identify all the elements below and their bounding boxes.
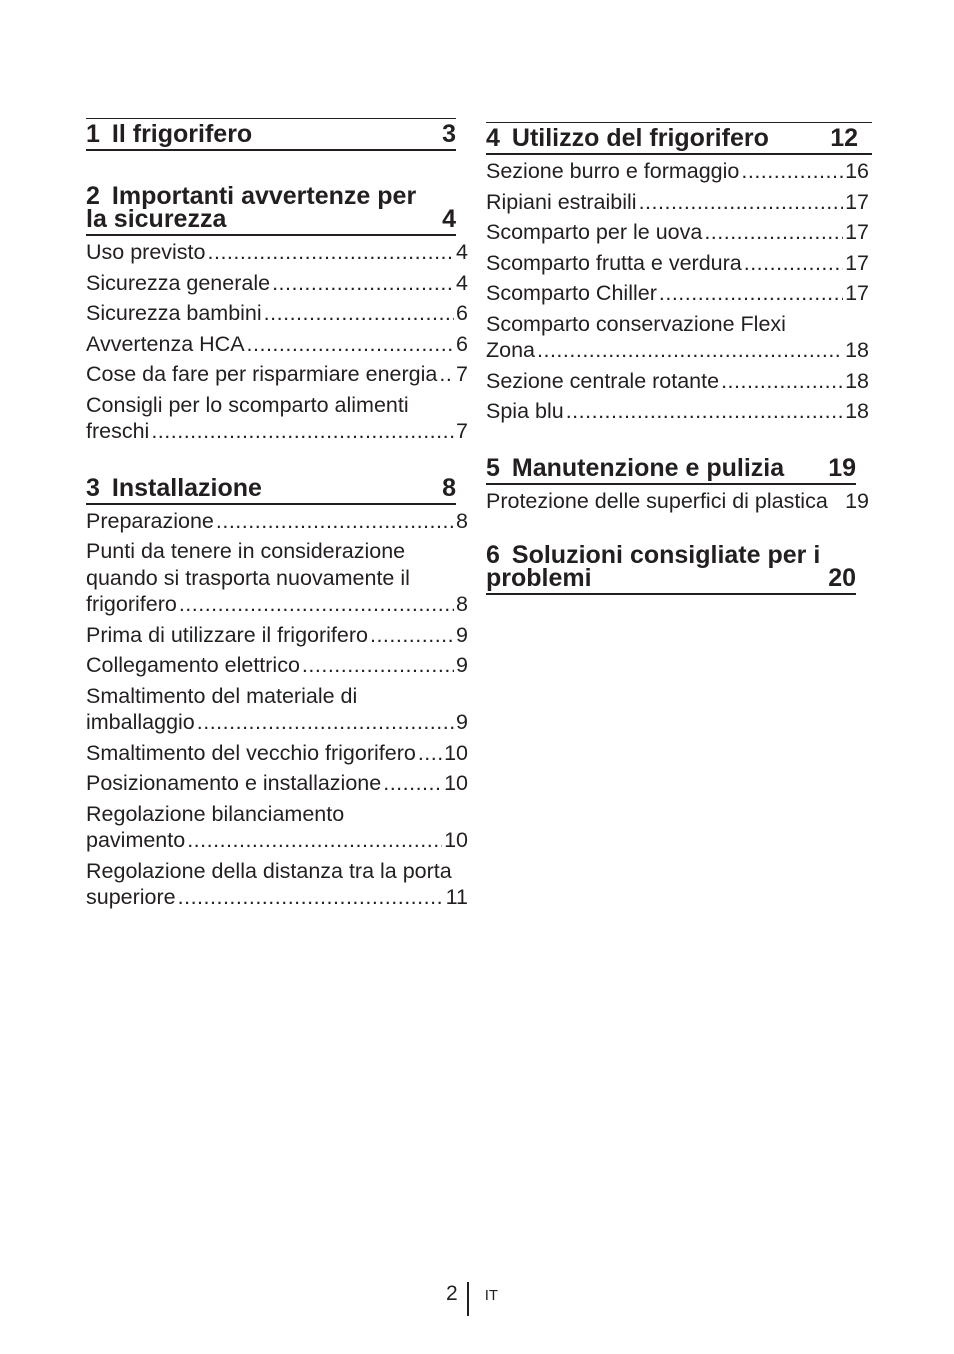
section-page: 8 bbox=[442, 473, 456, 502]
toc-entry[interactable] bbox=[86, 239, 468, 266]
entry-page: 6 bbox=[456, 331, 468, 356]
toc-entry[interactable] bbox=[86, 508, 468, 535]
section-heading[interactable] bbox=[486, 122, 872, 155]
entry-page: 10 bbox=[444, 828, 468, 852]
toc-entry[interactable] bbox=[86, 270, 468, 297]
entry-page: 9 bbox=[456, 653, 468, 677]
toc-section-4 bbox=[486, 122, 869, 425]
language-code: IT bbox=[484, 1287, 499, 1304]
entry-label: freschi bbox=[86, 419, 150, 443]
entry-page: 8 bbox=[456, 508, 468, 533]
entry-page: 17 bbox=[845, 220, 869, 244]
entry-page: 9 bbox=[456, 710, 468, 734]
entry-label-line1: Scomparto conservazione Flexi bbox=[486, 311, 786, 336]
entry-label: Scomparto frutta e verdura bbox=[486, 250, 742, 275]
toc-entry[interactable] bbox=[486, 398, 869, 425]
section-heading[interactable] bbox=[486, 453, 856, 485]
entry-label: Spia blu bbox=[486, 399, 564, 423]
page-footer bbox=[446, 1282, 498, 1316]
entry-page: 7 bbox=[456, 419, 468, 443]
entry-page: 4 bbox=[456, 270, 468, 295]
toc-entry[interactable] bbox=[86, 740, 468, 767]
section-number: 3 bbox=[86, 473, 100, 502]
section-title-line2: problemi bbox=[486, 564, 592, 592]
toc-entry[interactable] bbox=[86, 801, 468, 854]
section-heading[interactable] bbox=[86, 118, 456, 151]
toc-section-1 bbox=[86, 118, 468, 151]
toc-entry-list bbox=[486, 158, 869, 425]
toc-entry[interactable] bbox=[486, 158, 869, 185]
entry-label: Avvertenza HCA bbox=[86, 331, 245, 356]
entry-label: Uso previsto bbox=[86, 240, 206, 264]
entry-label: Cose da fare per risparmiare energia bbox=[86, 362, 438, 386]
entry-label: frigorifero bbox=[86, 592, 177, 616]
entry-label: Smaltimento del vecchio frigorifero bbox=[86, 740, 416, 765]
toc-entry[interactable] bbox=[86, 300, 468, 327]
toc-entry[interactable] bbox=[486, 488, 869, 515]
section-title: Il frigorifero bbox=[111, 120, 253, 148]
toc-entry[interactable] bbox=[86, 858, 468, 911]
footer-divider bbox=[467, 1282, 469, 1316]
section-title: Importanti avvertenze per bbox=[111, 182, 417, 210]
section-number: 6 bbox=[486, 541, 500, 569]
toc-entry[interactable] bbox=[486, 250, 869, 277]
toc-entry[interactable] bbox=[86, 538, 468, 618]
entry-label-line1: Consigli per lo scomparto alimenti bbox=[86, 392, 409, 417]
section-title: Soluzioni consigliate per i bbox=[511, 541, 821, 569]
toc-entry-list bbox=[486, 488, 869, 515]
entry-label: pavimento bbox=[86, 828, 186, 852]
entry-label: Sicurezza bambini bbox=[86, 301, 262, 325]
toc-section-5 bbox=[486, 453, 869, 515]
toc-right-column bbox=[486, 122, 869, 617]
section-number: 5 bbox=[486, 453, 500, 482]
section-title: Installazione bbox=[111, 473, 262, 502]
toc-entry[interactable] bbox=[86, 331, 468, 358]
entry-label-line2: quando si trasporta nuovamente il bbox=[86, 565, 410, 590]
toc-entry[interactable] bbox=[486, 368, 869, 395]
entry-label-line1: Punti da tenere in considerazione bbox=[86, 539, 406, 563]
entry-label: superiore bbox=[86, 885, 176, 909]
entry-label: Zona bbox=[486, 338, 536, 362]
entry-label: Protezione delle superfici di plastica bbox=[486, 488, 828, 513]
section-number: 1 bbox=[86, 120, 100, 148]
entry-page: 18 bbox=[845, 399, 869, 423]
entry-label: Collegamento elettrico bbox=[86, 653, 300, 677]
entry-label-line1: Regolazione della distanza tra la porta bbox=[86, 858, 452, 883]
section-title: Utilizzo del frigorifero bbox=[511, 124, 769, 152]
section-page: 4 bbox=[442, 205, 456, 233]
toc-entry-list bbox=[86, 508, 468, 911]
toc-entry[interactable] bbox=[486, 311, 869, 364]
entry-page: 17 bbox=[845, 281, 869, 305]
toc-entry[interactable] bbox=[86, 683, 468, 736]
toc-entry[interactable] bbox=[486, 219, 869, 246]
toc-entry[interactable] bbox=[86, 622, 468, 649]
entry-label: Sezione centrale rotante bbox=[486, 368, 720, 393]
entry-label-line1: Smaltimento del materiale di bbox=[86, 683, 358, 708]
entry-page: 7 bbox=[456, 362, 468, 386]
entry-page: 11 bbox=[445, 885, 468, 909]
toc-entry[interactable] bbox=[86, 770, 468, 797]
page-number: 2 bbox=[446, 1282, 458, 1305]
entry-page: 6 bbox=[456, 301, 468, 325]
entry-page: 17 bbox=[845, 189, 869, 214]
section-title: Manutenzione e pulizia bbox=[511, 453, 785, 482]
entry-page: 9 bbox=[456, 622, 468, 647]
entry-label: Sicurezza generale bbox=[86, 270, 271, 295]
section-page: 19 bbox=[828, 453, 856, 482]
toc-left-column bbox=[86, 118, 468, 933]
section-heading[interactable] bbox=[86, 473, 456, 505]
toc-section-3 bbox=[86, 473, 468, 911]
entry-label: Prima di utilizzare il frigorifero bbox=[86, 622, 368, 647]
entry-page: 10 bbox=[444, 771, 468, 795]
entry-page: 16 bbox=[845, 159, 869, 183]
section-page: 20 bbox=[828, 564, 856, 592]
section-number: 4 bbox=[486, 124, 500, 152]
entry-label: Ripiani estraibili bbox=[486, 189, 637, 214]
entry-page: 8 bbox=[456, 592, 468, 616]
section-page: 12 bbox=[830, 124, 858, 152]
section-heading[interactable] bbox=[86, 181, 456, 236]
entry-label: Sezione burro e formaggio bbox=[486, 159, 740, 183]
entry-label-line1: Regolazione bilanciamento bbox=[86, 801, 345, 826]
toc-entry[interactable] bbox=[86, 392, 468, 445]
section-page: 3 bbox=[442, 120, 456, 148]
entry-page: 18 bbox=[845, 338, 869, 362]
entry-page: 17 bbox=[845, 250, 869, 275]
entry-page: 19 bbox=[845, 488, 869, 513]
toc-entry[interactable] bbox=[486, 280, 869, 307]
entry-label: Scomparto per le uova bbox=[486, 220, 703, 244]
toc-entry[interactable] bbox=[86, 361, 468, 388]
entry-label: Preparazione bbox=[86, 508, 214, 533]
toc-section-6 bbox=[486, 540, 869, 595]
entry-label: Scomparto Chiller bbox=[486, 281, 657, 305]
toc-entry[interactable] bbox=[486, 189, 869, 216]
section-heading[interactable] bbox=[486, 540, 856, 595]
entry-page: 10 bbox=[444, 740, 468, 765]
section-title-line2: la sicurezza bbox=[86, 205, 227, 233]
toc-section-2 bbox=[86, 181, 468, 445]
entry-label: Posizionamento e installazione bbox=[86, 771, 382, 795]
entry-page: 18 bbox=[845, 368, 869, 393]
entry-label: imballaggio bbox=[86, 710, 195, 734]
section-number: 2 bbox=[86, 182, 100, 210]
toc-entry-list bbox=[86, 239, 468, 445]
toc-entry[interactable] bbox=[86, 652, 468, 679]
entry-page: 4 bbox=[456, 240, 468, 264]
